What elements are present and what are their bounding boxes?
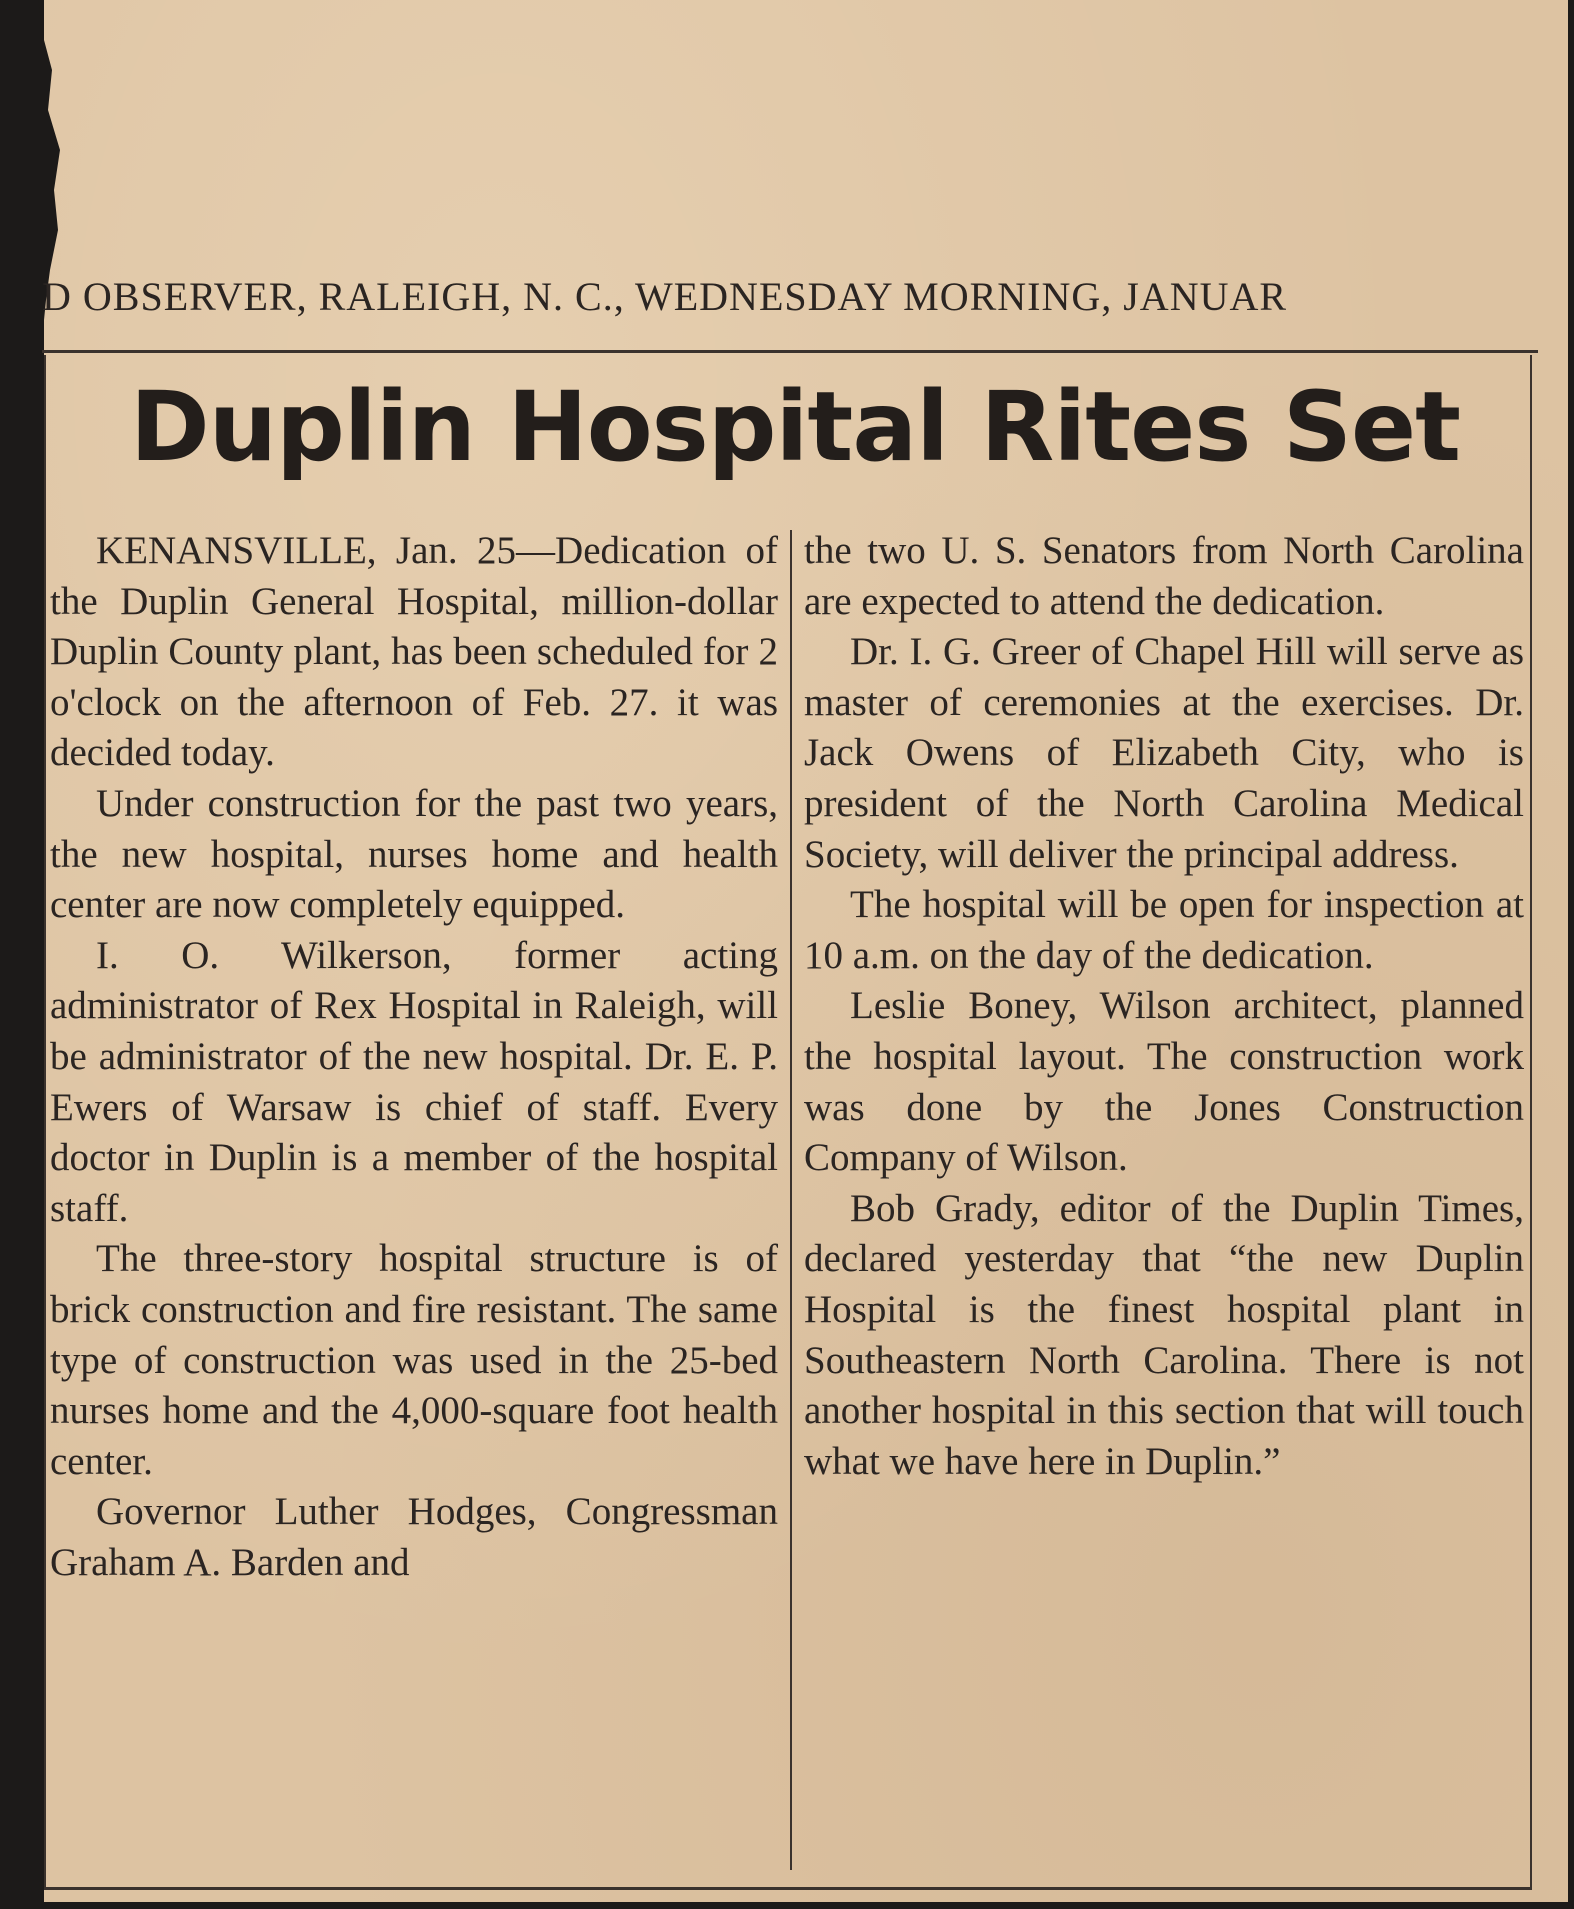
article-column-left	[50, 526, 778, 1588]
masthead-rule	[42, 350, 1538, 353]
paragraph: Governor Luther Hodges, Congressman Graham A. Barden and	[50, 1490, 778, 1584]
paragraph: KENANSVILLE, Jan. 25—Dedication of the Duplin General Hospital, million-dollar Duplin County plant, has been scheduled for 2 o'clock on the afternoon of Feb. 27. it was decided today.	[50, 529, 778, 775]
newspaper-masthead: D OBSERVER, RALEIGH, N. C., WEDNESDAY MORNING, JANUAR	[42, 274, 1288, 319]
paragraph: I. O. Wilkerson, former acting administrator of Rex Hospital in Raleigh, will be administrator of the new hospital. Dr. E. P. Ewers of Warsaw is chief of staff. Every doctor in Duplin is a member of the hospital staff.	[50, 933, 778, 1230]
paragraph: Under construction for the past two years, the new hospital, nurses home and health center are now completely equipped.	[50, 781, 778, 927]
article-headline: Duplin Hospital Rites Set	[130, 371, 1460, 483]
paragraph: Dr. I. G. Greer of Chapel Hill will serve as master of ceremonies at the exercises. Dr. Jack Owens of Elizabeth City, who is president of the North Carolina Medical Society, will deliver the principal address.	[804, 630, 1524, 876]
paragraph: The three-story hospital structure is of brick construction and fire resistant. The same type of construction was used in the 25-bed nurses home and the 4,000-square foot health center.	[50, 1237, 778, 1483]
paragraph: Leslie Boney, Wilson architect, planned the hospital layout. The construction work was done by the Jones Construction Company of Wilson.	[804, 984, 1524, 1180]
torn-paper-edge	[0, 0, 80, 320]
paragraph: Bob Grady, editor of the Duplin Times, declared yesterday that “the new Duplin Hospital is the finest hospital plant in Southeastern North Carolina. There is not another hospital in this section that will touch what we have here in Duplin.”	[804, 1186, 1524, 1483]
column-divider	[790, 530, 792, 1870]
article-column-right	[804, 526, 1524, 1487]
paragraph: The hospital will be open for inspection at 10 a.m. on the day of the dedication.	[804, 883, 1524, 977]
paragraph: the two U. S. Senators from North Carolina are expected to attend the dedication.	[804, 529, 1524, 623]
